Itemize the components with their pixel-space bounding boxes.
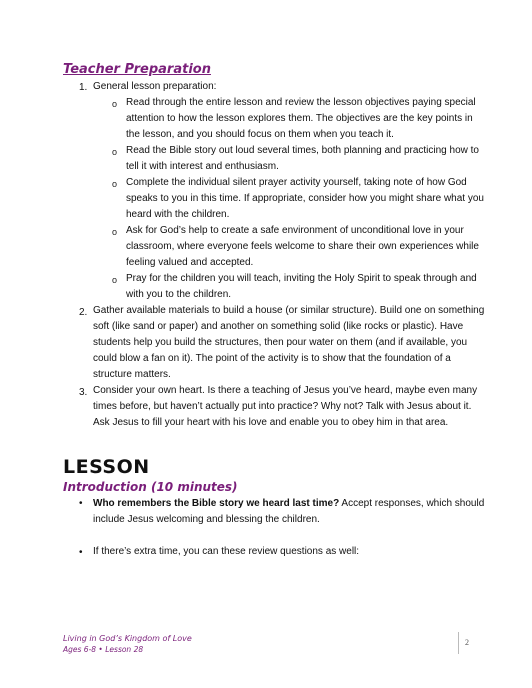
sub-bullet-line: classroom, where everyone feels welcome to share their own experiences while bbox=[126, 241, 479, 252]
sub-bullet-line: Read the Bible story out loud several times, both planning and practicing how to bbox=[126, 145, 479, 156]
sub-bullet-line: attention to how the lesson explores them. The objectives are the key points in bbox=[126, 113, 473, 124]
item-line: Ask Jesus to fill your heart with his love and enable you to obey him in that area. bbox=[93, 417, 449, 428]
footer-title: Living in God’s Kingdom of Love bbox=[63, 634, 192, 643]
sub-bullet-marker: o bbox=[112, 99, 118, 109]
sub-bullet-line: Pray for the children you will teach, inviting the Holy Spirit to speak through and bbox=[126, 273, 477, 284]
bullet-text: Accept responses, which should bbox=[339, 498, 485, 509]
item-line: Gather available materials to build a house (or similar structure). Build one on something bbox=[93, 305, 485, 316]
page-number: 2 bbox=[465, 638, 469, 647]
sub-bullet-marker: o bbox=[112, 179, 118, 189]
sub-bullet-line: tell it with interest and enthusiasm. bbox=[126, 161, 279, 172]
sub-bullet-line: the lesson, and you should focus on them when you teach it. bbox=[126, 129, 394, 140]
bullet-line: include Jesus welcoming and blessing the children. bbox=[93, 514, 320, 525]
bullet-marker: • bbox=[79, 498, 83, 509]
sub-bullet-line: heard with the children. bbox=[126, 209, 230, 220]
sub-bullet-line: Read through the entire lesson and review the lesson objectives paying special bbox=[126, 97, 476, 108]
item-number: 1. bbox=[79, 82, 88, 93]
item-line: Consider your own heart. Is there a teaching of Jesus you’ve heard, maybe even many bbox=[93, 385, 478, 396]
item-line: students help you build the structures, then pour water on them (and if available, you bbox=[93, 337, 468, 348]
teacher-preparation-heading: Teacher Preparation bbox=[63, 62, 211, 77]
lesson-heading: LESSON bbox=[63, 456, 150, 478]
footer-subtitle: Ages 6-8 • Lesson 28 bbox=[63, 645, 144, 654]
sub-bullet-line: speaks to you in this time. If appropriate, consider how you might share what you bbox=[126, 193, 484, 204]
sub-bullet-line: feeling valued and accepted. bbox=[126, 257, 254, 268]
footer-divider bbox=[458, 632, 459, 654]
item-line: times before, but haven’t actually put into practice? Why not? Talk with Jesus about it. bbox=[93, 401, 472, 412]
sub-bullet-marker: o bbox=[112, 147, 118, 157]
item-number: 2. bbox=[79, 307, 88, 318]
sub-bullet-line: with you to the children. bbox=[126, 289, 232, 300]
bullet-line: If there’s extra time, you can these review questions as well: bbox=[93, 546, 360, 557]
item-label: General lesson preparation: bbox=[93, 81, 217, 92]
sub-bullet-line: Complete the individual silent prayer activity yourself, taking note of how God bbox=[126, 177, 467, 188]
item-number: 3. bbox=[79, 387, 88, 398]
item-line: structure matters. bbox=[93, 369, 171, 380]
introduction-heading: Introduction (10 minutes) bbox=[63, 480, 238, 494]
item-line: could blow a fan on it). The point of the activity is to show that the foundation of a bbox=[93, 353, 451, 364]
sub-bullet-marker: o bbox=[112, 227, 118, 237]
item-line: soft (like sand or paper) and another on something solid (like rocks or plastic). Have bbox=[93, 321, 464, 332]
sub-bullet-line: Ask for God’s help to create a safe environment of unconditional love in your bbox=[126, 225, 464, 236]
bullet-bold-text: Who remembers the Bible story we heard last time? bbox=[93, 498, 340, 509]
bullet-line bbox=[93, 498, 484, 510]
bullet-marker: • bbox=[79, 547, 83, 558]
sub-bullet-marker: o bbox=[112, 275, 118, 285]
